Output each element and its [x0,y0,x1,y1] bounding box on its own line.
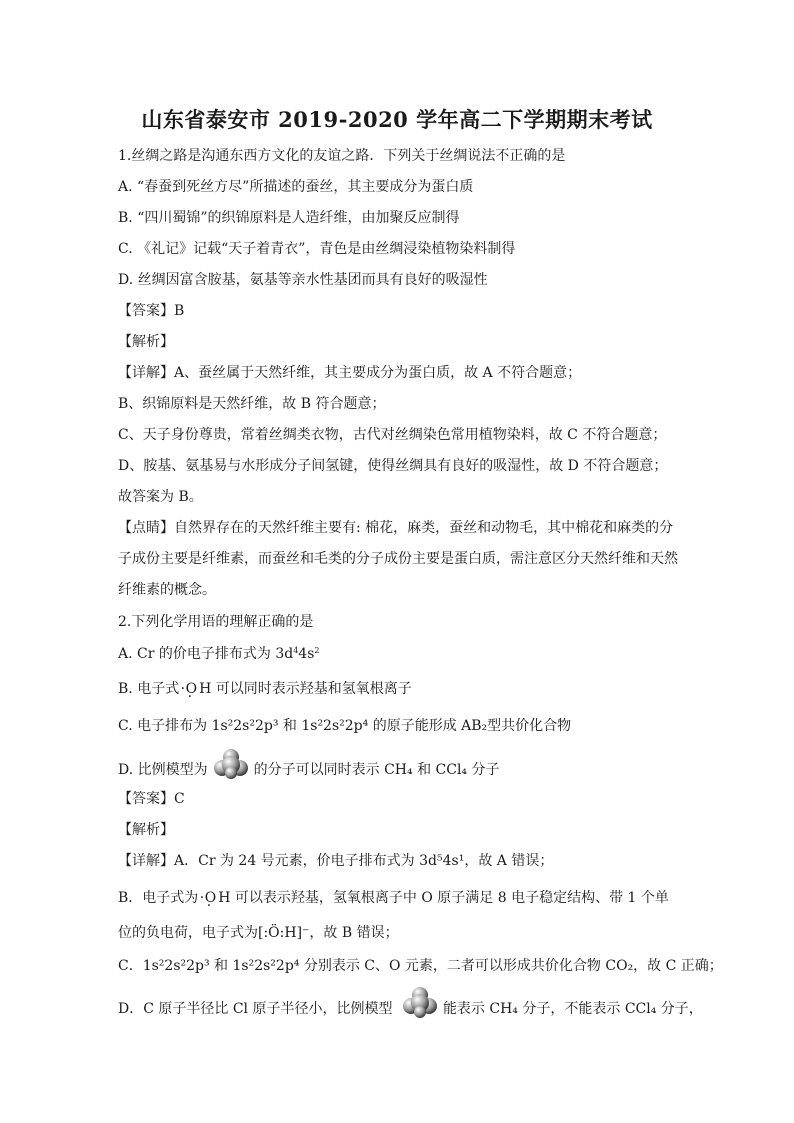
q2-detail-b-line-2: 位的负电荷，电子式为[:Ö:H]⁻，故 B 错误； [118,925,399,941]
q2-answer: 【答案】C [118,791,185,807]
q1-tip-line-3: 纤维素的概念。 [118,582,216,598]
q1-tip-line-1: 【点睛】自然界存在的天然纤维主要有: 棉花，麻类，蚕丝和动物毛，其中棉花和麻类的分 [118,520,674,536]
q2-stem: 2.下列化学用语的理解正确的是 [118,614,314,630]
q1-answer: 【答案】B [118,303,185,319]
q2-analysis-heading: 【解析】 [118,822,174,838]
q2-detail-c: C．1s²2s²2p³ 和 1s²2s²2p⁴ 分别表示 C、O 元素，二者可以形成共价化合物 CO₂，故 C 正确； [118,958,723,974]
q2-option-b [118,679,412,699]
q2-detail-d [118,992,703,1026]
q2-detail-a: 【详解】A．Cr 为 24 号元素，价电子排布式为 3d⁵4s¹，故 A 错误； [118,853,554,869]
q1-analysis-heading: 【解析】 [118,334,174,350]
space-filling-model-icon [212,748,250,786]
q1-detail-b: B、织锦原料是天然纤维，故 B 符合题意； [118,396,386,412]
q2-option-b-post: H 可以同时表示羟基和氢氧根离子 [199,681,412,697]
q2-option-d-pre: D. 比例模型为 [118,762,208,778]
q2-option-a-sup1: 4 [293,646,299,655]
q2-detail-b-post: H 可以表示羟基，氢氧根离子中 O 原子满足 8 电子稳定结构、带 1 个单 [218,890,669,906]
q2-option-b-pre: B. 电子式 [118,681,184,697]
q2-option-d [118,754,500,786]
q2-detail-b-pre: B．电子式为 [118,890,203,906]
q1-option-a: A. “春蚕到死丝方尽”所描述的蚕丝，其主要成分为蛋白质 [118,179,474,195]
q1-option-b: B. “四川蜀锦”的织锦原料是人造纤维，由加聚反应制得 [118,210,460,226]
q2-detail-d-pre: D．C 原子半径比 Cl 原子半径小，比例模型 [118,1001,397,1017]
q2-detail-d-post: 能表示 CH₄ 分子，不能表示 CCl₄ 分子， [442,1001,703,1017]
q1-option-d: D. 丝绸因富含胺基，氨基等亲水性基团而具有良好的吸湿性 [118,272,488,288]
q2-option-a [118,644,319,664]
q2-option-c: C. 电子排布为 1s²2s²2p³ 和 1s²2s²2p⁴ 的原子能形成 AB₂型共价化合物 [118,718,572,734]
q1-detail-c: C、天子身份尊贵，常着丝绸类衣物，古代对丝绸染色常用植物染料，故 C 不符合题意； [118,427,667,443]
q1-detail-a: 【详解】A、蚕丝属于天然纤维，其主要成分为蛋白质，故 A 不符合题意； [118,365,582,381]
q1-tip-line-2: 子成份主要是纤维素，而蚕丝和毛类的分子成份主要是蛋白质，需注意区分天然纤维和天然 [118,551,678,567]
q2-option-d-post: 的分子可以同时表示 CH₄ 和 CCl₄ 分子 [253,762,500,778]
q1-detail-d: D、胺基、氨基易与水形成分子间氢键，使得丝绸具有良好的吸湿性，故 D 不符合题意； [118,458,668,474]
electron-dot-oxygen-2: · O · [205,888,216,908]
space-filling-model-icon-2 [401,986,439,1026]
q1-stem: 1.丝绸之路是沟通东西方文化的友谊之路．下列关于丝绸说法不正确的是 [118,148,566,164]
q2-option-a-text: A. Cr 的价电子排布式为 3d [118,646,294,662]
q2-option-a-sup2: 2 [314,646,320,655]
page-title: 山东省泰安市 2019-2020 学年高二下学期期末考试 [141,107,653,132]
electron-dot-oxygen: · O · [186,679,197,699]
q2-detail-b-line-1 [118,888,669,908]
q1-conclusion: 故答案为 B。 [118,489,203,505]
q1-option-c: C. 《礼记》记载“天子着青衣”，青色是由丝绸浸染植物染料制得 [118,241,516,257]
q2-option-a-mid: 4s [298,646,315,662]
